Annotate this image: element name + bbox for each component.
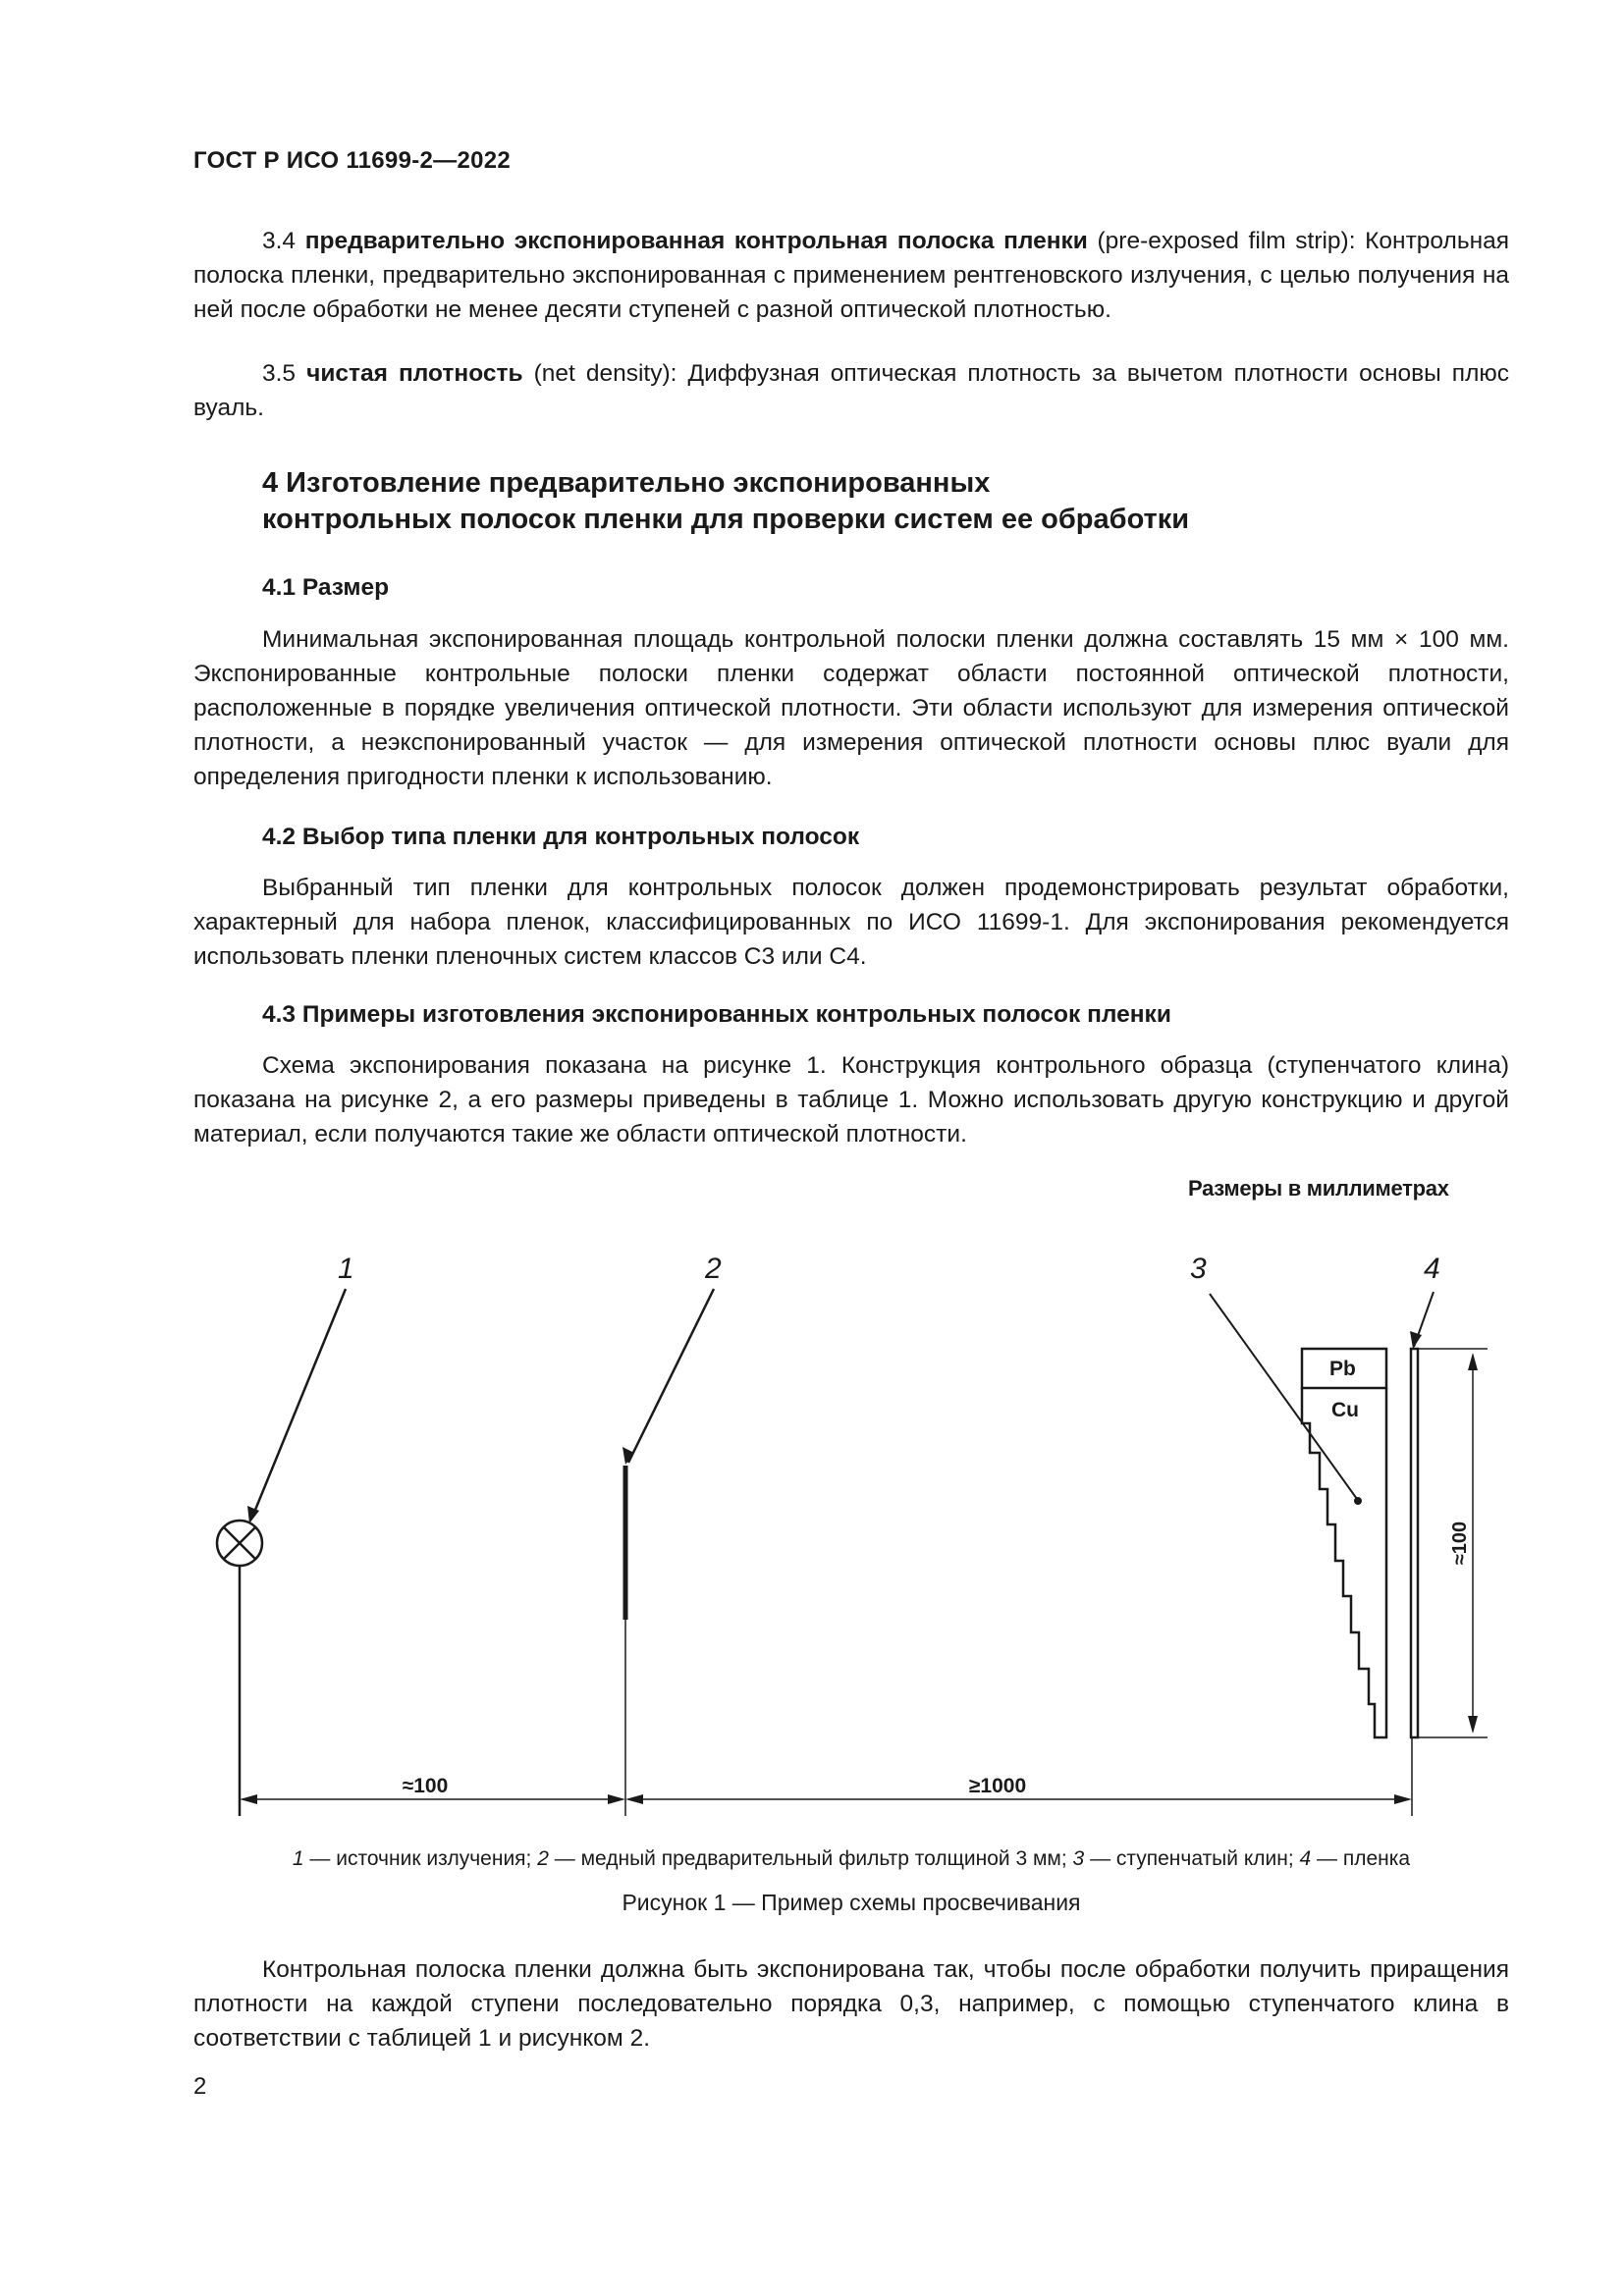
callout-1: 1 [338, 1253, 354, 1285]
definition-term: предварительно экспонированная контрольная полоска пленки [304, 228, 1088, 254]
definition-number: 3.5 [262, 360, 297, 387]
figure-units: Размеры в миллиметрах [1188, 1176, 1449, 1201]
definition-text: (net density): Диффузная оптическая плотность за вычетом плотности основы плюс вуаль. [193, 360, 1509, 421]
figure-caption: Рисунок 1 — Пример схемы просвечивания [622, 1890, 1081, 1915]
paragraph: Контрольная полоска пленки должна быть экспонирована так, чтобы после обработки получить приращения плотности на каждой ступени последовательно порядка 0,3, например, с помощью ступенчатого клина в соответствии с таблицей 1 и рисунком 2. [193, 1956, 1509, 2052]
label-pb: Pb [1329, 1358, 1356, 1380]
figure-legend [193, 1847, 1509, 1871]
subsection-title: 4.1 Размер [262, 574, 390, 601]
dim-filter-film: ≥1000 [968, 1775, 1027, 1797]
definition-number: 3.4 [262, 228, 297, 254]
definition-term: чистая плотность [306, 360, 523, 387]
legend-text-4: — пленка [1311, 1847, 1411, 1870]
callout-4: 4 [1424, 1253, 1440, 1285]
legend-text-1: — источник излучения; [303, 1847, 538, 1870]
paragraph: Выбранный тип пленки для контрольных полосок должен продемонстрировать результат обработки, характерный для набора пленок, классифицированных по ИСО 11699-1. Для экспонирования рекомендуется использовать пленки пленочных систем классов С3 или С4. [193, 875, 1509, 970]
dim-source-filter: ≈100 [402, 1775, 449, 1797]
subsection-title: 4.3 Примеры изготовления экспонированных контрольных полосок пленки [262, 1001, 1171, 1028]
page-number: 2 [193, 2073, 207, 2100]
document-header: ГОСТ Р ИСО 11699-2—2022 [193, 147, 512, 174]
dim-film-height: ≈100 [1449, 1521, 1471, 1566]
legend-text-2: — медный предварительный фильтр толщиной 3 мм; [548, 1847, 1073, 1870]
definition-text: (pre-exposed film strip): Контрольная полоска пленки, предварительно экспонированная с применением рентгеновского излучения, с целью получения на ней после обработки не менее десяти ступеней с разной оптической плотностью. [193, 228, 1510, 323]
callout-3: 3 [1190, 1253, 1207, 1285]
section-title-line2: контрольных полосок пленки для проверки систем ее обработки [262, 504, 1190, 535]
legend-num-4: 4 [1299, 1847, 1312, 1870]
paragraph: Схема экспонирования показана на рисунке 1. Конструкция контрольного образца (ступенчатого клина) показана на рисунке 2, а его размеры приведены в таблице 1. Можно использовать другую конструкцию и другой материал, если получаются такие же области оптической плотности. [193, 1052, 1509, 1148]
label-cu: Cu [1331, 1399, 1359, 1421]
legend-text-3: — ступенчатый клин; [1084, 1847, 1300, 1870]
film [1411, 1349, 1418, 1737]
section-title-line1: 4 Изготовление предварительно экспонированных [262, 467, 991, 499]
legend-num-3: 3 [1072, 1847, 1085, 1870]
legend-num-1: 1 [292, 1847, 304, 1870]
callout-2: 2 [705, 1253, 722, 1285]
closing-paragraph-block [193, 1952, 1509, 2056]
paragraph: Минимальная экспонированная площадь контрольной полоски пленки должна составлять 15 мм × 100 мм. Экспонированные контрольные полоски пленки содержат области постоянной оптической плотности, расположенные в порядке увеличения оптической плотности. Эти области используют для измерения оптической плотности, а неэкспонированный участок — для измерения оптической плотности основы плюс вуали для определения пригодности пленки к использованию. [193, 626, 1509, 790]
legend-num-2: 2 [537, 1847, 549, 1870]
subsection-title: 4.2 Выбор типа пленки для контрольных полосок [262, 824, 860, 850]
